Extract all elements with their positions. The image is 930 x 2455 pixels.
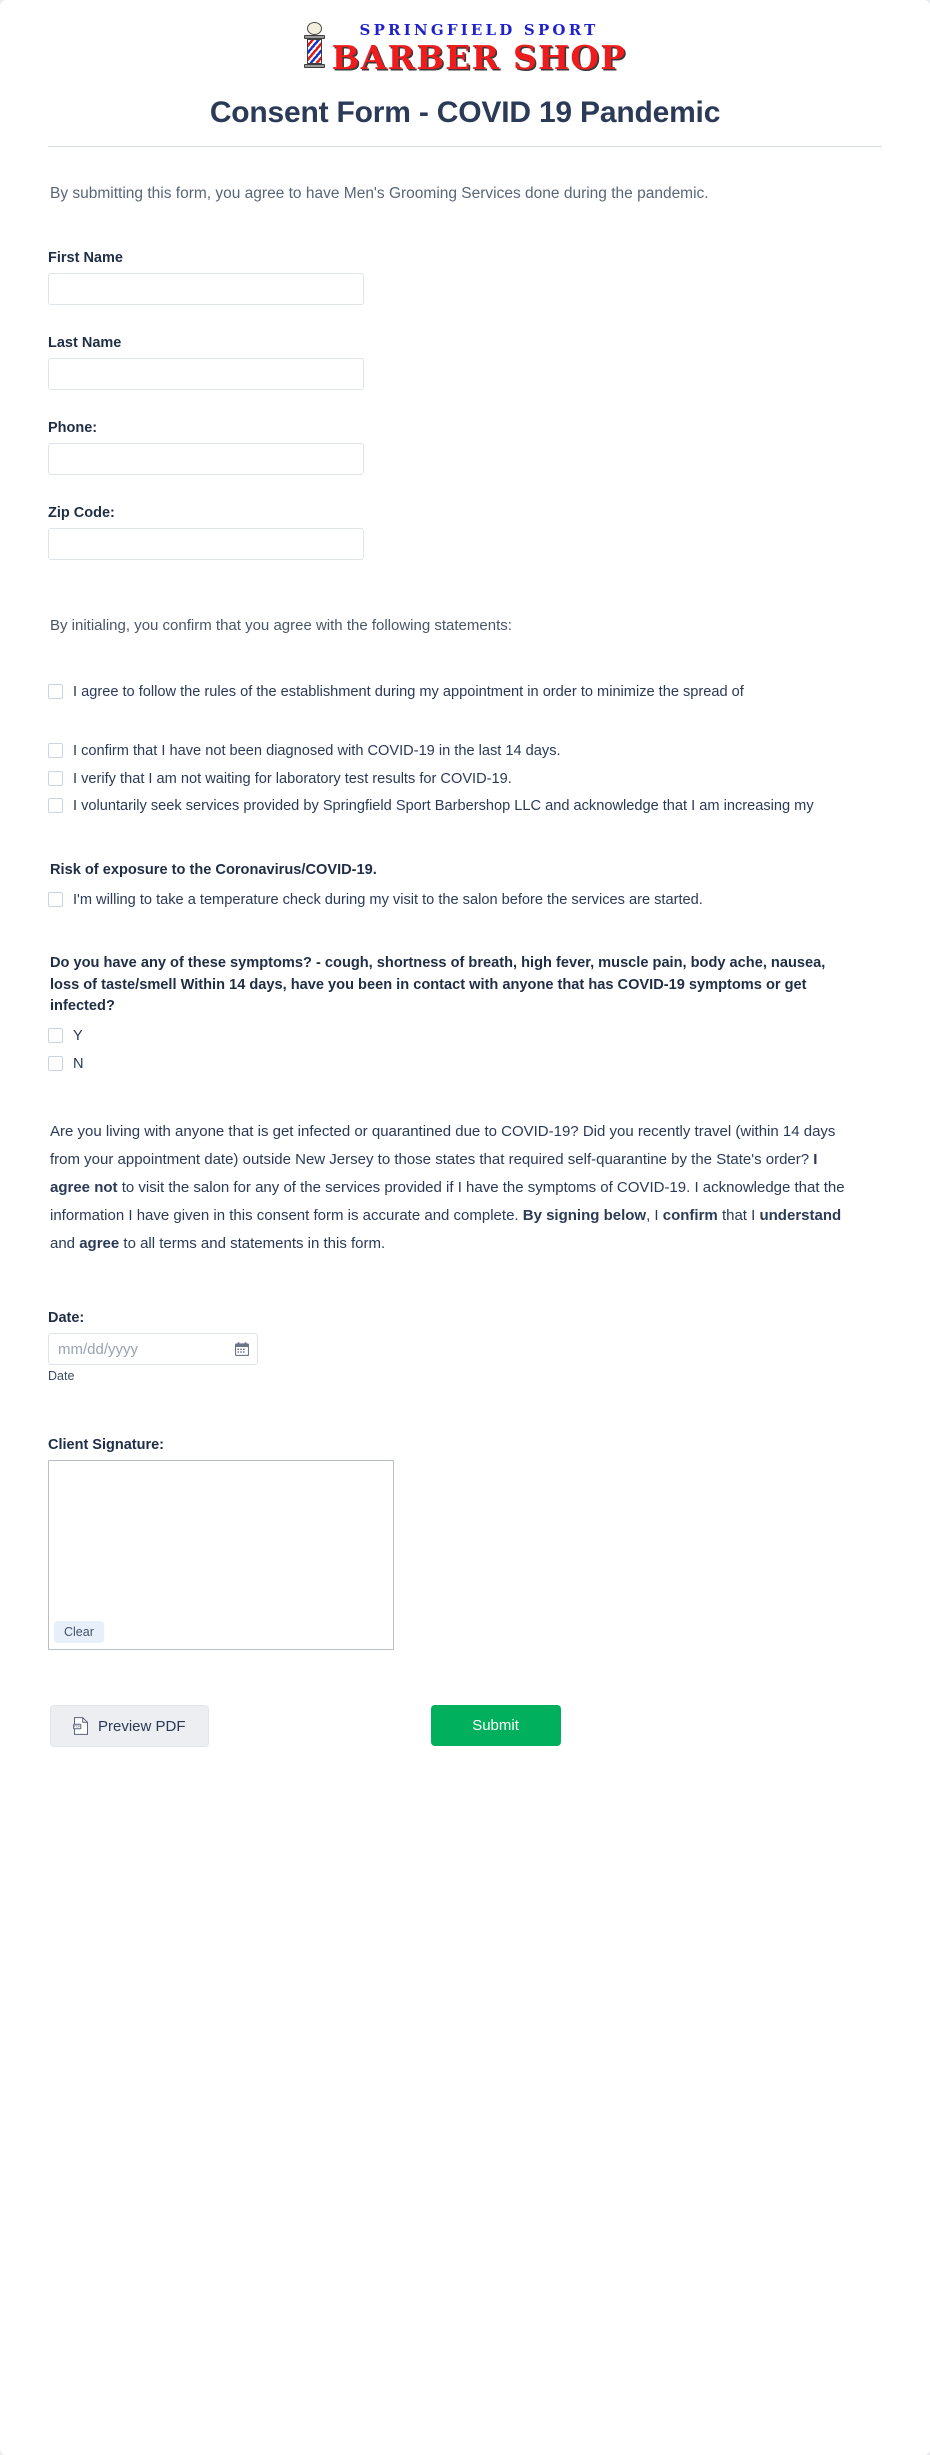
- zip-code-label: Zip Code:: [48, 505, 115, 522]
- declaration-part5: and: [50, 1235, 80, 1253]
- agreement-checkbox-1[interactable]: [48, 743, 63, 758]
- phone-label: Phone:: [48, 420, 98, 437]
- clear-signature-button[interactable]: Clear: [54, 1621, 104, 1643]
- field-phone: [48, 420, 882, 475]
- preview-pdf-button[interactable]: [50, 1705, 209, 1747]
- declaration-paragraph: [50, 1118, 860, 1259]
- date-input[interactable]: [48, 1333, 258, 1365]
- agreement-row-2[interactable]: [48, 769, 882, 790]
- symptoms-label-no: N: [73, 1055, 84, 1072]
- date-sub-label: Date: [48, 1369, 75, 1384]
- preview-pdf-label: Preview PDF: [98, 1717, 186, 1735]
- logo-top-line: SPRINGFIELD SPORT: [359, 21, 599, 39]
- declaration-part2: to visit the salon for any of the services provided if I have the symptoms of COVID-19. I acknowledge that the information I have given in this consent form is accurate and complete.: [50, 1178, 845, 1225]
- declaration-bold2: By signing below: [522, 1207, 647, 1225]
- last-name-input[interactable]: [48, 358, 364, 390]
- phone-input[interactable]: [48, 443, 364, 475]
- field-first-name: [48, 250, 882, 305]
- zip-code-input[interactable]: [48, 528, 364, 560]
- agreement-row-3[interactable]: [48, 796, 882, 817]
- first-name-input[interactable]: [48, 273, 364, 305]
- declaration-bold3: confirm: [662, 1207, 718, 1225]
- risk-heading: Risk of exposure to the Coronavirus/COVID-19.: [50, 861, 377, 878]
- agreement-checkbox-3[interactable]: [48, 798, 63, 813]
- intro-text: By submitting this form, you agree to have Men's Grooming Services done during the pandemic.: [50, 185, 709, 202]
- declaration-part4: that I: [717, 1207, 760, 1225]
- title-divider: [48, 146, 882, 147]
- temperature-check-label: I'm willing to take a temperature check during my visit to the salon before the services are started.: [73, 891, 703, 908]
- field-date: [48, 1310, 882, 1383]
- declaration-part6: to all terms and statements in this form.: [119, 1235, 386, 1253]
- date-label: Date:: [48, 1310, 85, 1327]
- symptoms-question: Do you have any of these symptoms? - cough, shortness of breath, high fever, muscle pain, body ache, nausea, loss of taste/smell Within 14 days, have you been in contact with anyone that has COVID-19 symptoms or get infected?: [50, 955, 826, 1015]
- declaration-bold1: I agree: [50, 1150, 818, 1196]
- page-title: Consent Form - COVID 19 Pandemic: [209, 96, 721, 129]
- agreement-row-0[interactable]: [48, 682, 882, 703]
- symptoms-checkbox-no[interactable]: [48, 1056, 63, 1071]
- agreement-checkbox-2[interactable]: [48, 771, 63, 786]
- temperature-check-checkbox[interactable]: [48, 892, 63, 907]
- field-zip-code: [48, 505, 882, 560]
- barber-pole-icon: [304, 22, 326, 74]
- brand-logo: [0, 0, 930, 77]
- signature-label: Client Signature:: [48, 1437, 165, 1454]
- declaration-part1: Are you living with anyone that is get infected or quarantined due to COVID-19? Did you recently travel (within 14 days from your appointment date) outside New Jersey to those states that required self-quarantine by the State's order?: [50, 1122, 836, 1168]
- declaration-bold5: agree: [79, 1235, 120, 1253]
- symptoms-checkbox-yes[interactable]: [48, 1028, 63, 1043]
- agreement-label-0: I agree to follow the rules of the establishment during my appointment in order to minimize the spread of: [73, 684, 744, 701]
- agreement-label-3: I voluntarily seek services provided by Springfield Sport Barbershop LLC and acknowledge that I am increasing my: [73, 798, 814, 815]
- field-signature: [48, 1437, 882, 1650]
- symptoms-label-yes: Y: [73, 1028, 83, 1045]
- agreement-row-1[interactable]: [48, 741, 882, 762]
- risk-checkbox-row[interactable]: [48, 890, 882, 911]
- agreement-label-1: I confirm that I have not been diagnosed with COVID-19 in the last 14 days.: [73, 742, 561, 759]
- submit-button[interactable]: Submit: [431, 1705, 561, 1746]
- declaration-part3: , I: [646, 1207, 663, 1225]
- pdf-file-icon: [73, 1717, 89, 1735]
- field-last-name: [48, 335, 882, 390]
- agreement-label-2: I verify that I am not waiting for laboratory test results for COVID-19.: [73, 770, 512, 787]
- initialing-lead-text: By initialing, you confirm that you agree with the following statements:: [50, 617, 512, 635]
- form-footer: [0, 1705, 930, 1795]
- declaration-bold1b: not: [94, 1178, 118, 1196]
- agreement-checkbox-0[interactable]: [48, 684, 63, 699]
- first-name-label: First Name: [48, 250, 123, 267]
- symptoms-option-row-1[interactable]: [48, 1054, 882, 1075]
- symptoms-option-row-0[interactable]: [48, 1026, 882, 1047]
- declaration-bold4: understand: [759, 1207, 842, 1225]
- signature-pad[interactable]: [48, 1460, 394, 1650]
- svg-text:PDF: PDF: [73, 1725, 81, 1730]
- logo-main-line: BARBER SHOP: [331, 38, 627, 77]
- last-name-label: Last Name: [48, 335, 122, 352]
